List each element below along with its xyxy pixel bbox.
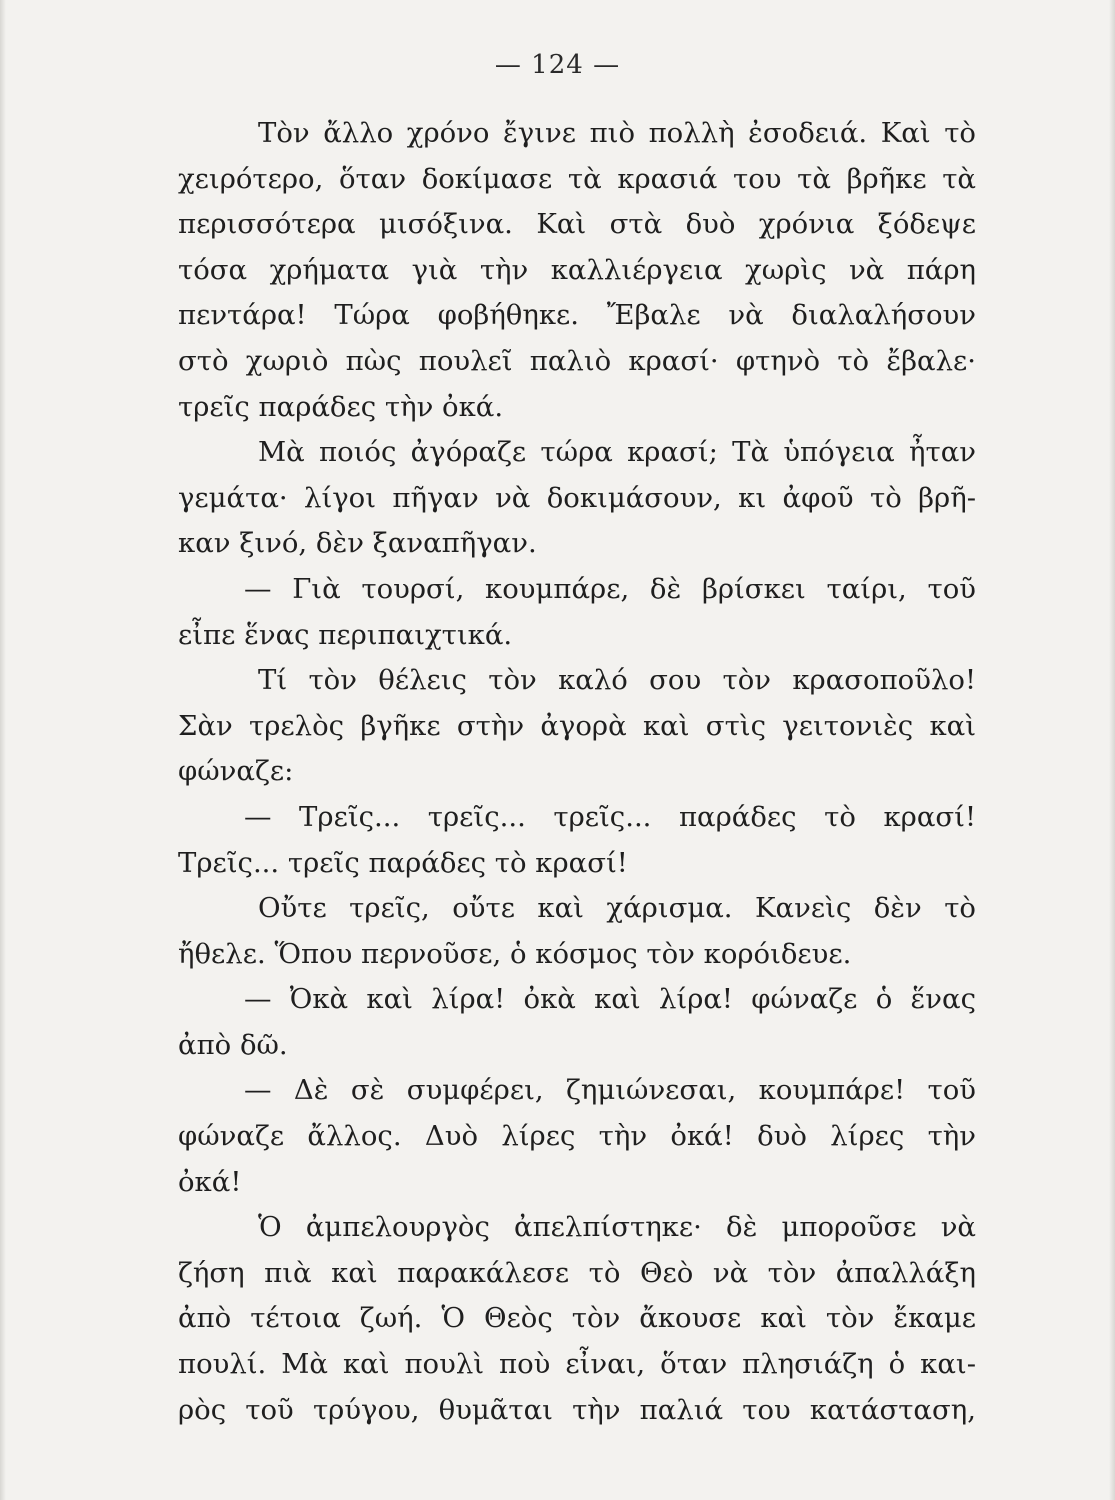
text-line: — Τρεῖς... τρεῖς... τρεῖς... παράδες τὸ κρασί! [244,800,976,833]
body-text [178,111,976,1433]
text-line: ὀκά! [178,1165,242,1198]
text-line: ἀπὸ τέτοια ζωή. Ὁ Θεὸς τὸν ἄκουσε καὶ τὸν ἔκαμε [178,1302,976,1335]
page-edge-right [1109,0,1115,1500]
text-line: καν ξινό, δὲν ξαναπῆγαν. [178,527,537,560]
text-line: Σὰν τρελὸς βγῆκε στὴν ἀγορὰ καὶ στὶς γειτονιὲς καὶ [178,709,976,742]
text-line: Τρεῖς... τρεῖς παράδες τὸ κρασί! [178,846,628,879]
text-line: Οὔτε τρεῖς, οὔτε καὶ χάρισμα. Κανεὶς δὲν τὸ [258,892,976,925]
text-line: τόσα χρήματα γιὰ τὴν καλλιέργεια χωρὶς νὰ πάρη [178,253,976,286]
text-line: — Δὲ σὲ συμφέρει, ζημιώνεσαι, κουμπάρε! τοῦ [244,1074,976,1107]
text-line: Μὰ ποιός ἀγόραζε τώρα κρασί; Τὰ ὑπόγεια ἦταν [258,436,976,469]
text-line: — Γιὰ τουρσί, κουμπάρε, δὲ βρίσκει ταίρι, τοῦ [244,572,976,605]
text-line: ρὸς τοῦ τρύγου, θυμᾶται τὴν παλιά του κατάσταση, [178,1393,976,1426]
text-line: — Ὀκὰ καὶ λίρα! ὀκὰ καὶ λίρα! φώναζε ὁ ἕνας [244,983,976,1016]
text-line: γεμάτα· λίγοι πῆγαν νὰ δοκιμάσουν, κι ἀφοῦ τὸ βρῆ- [178,481,976,514]
text-line: φώναζε: [178,755,294,788]
text-line: ἀπὸ δῶ. [178,1028,288,1061]
page-edge-left [0,0,6,1500]
text-line: ζήση πιὰ καὶ παρακάλεσε τὸ Θεὸ νὰ τὸν ἀπαλλάξη [178,1256,976,1289]
text-line: Τί τὸν θέλεις τὸν καλό σου τὸν κρασοποῦλο! [258,664,976,697]
text-line: φώναζε ἄλλος. Δυὸ λίρες τὴν ὀκά! δυὸ λίρες τὴν [178,1120,976,1153]
text-line: στὸ χωριὸ πὼς πουλεῖ παλιὸ κρασί· φτηνὸ τὸ ἔβαλε· [178,344,976,377]
text-line: Τὸν ἄλλο χρόνο ἔγινε πιὸ πολλὴ ἐσοδειά. Καὶ τὸ [258,117,976,149]
page-number: — 124 — [494,50,621,80]
text-line: πεντάρα! Τώρα φοβήθηκε. Ἔβαλε νὰ διαλαλήσουν [178,299,976,332]
text-line: ἤθελε. Ὅπου περνοῦσε, ὁ κόσμος τὸν κορόιδευε. [178,937,852,970]
text-line: πουλί. Μὰ καὶ πουλὶ ποὺ εἶναι, ὅταν πλησιάζη ὁ και- [178,1348,976,1381]
text-line: περισσότερα μισόξινα. Καὶ στὰ δυὸ χρόνια ξόδεψε [178,208,976,241]
text-line: Ὁ ἀμπελουργὸς ἀπελπίστηκε· δὲ μποροῦσε νὰ [258,1211,976,1244]
text-line: τρεῖς παράδες τὴν ὀκά. [178,390,504,423]
text-line: χειρότερο, ὅταν δοκίμασε τὰ κρασιά του τὰ βρῆκε τὰ [178,162,976,195]
text-line: εἶπε ἕνας περιπαιχτικά. [178,618,513,651]
